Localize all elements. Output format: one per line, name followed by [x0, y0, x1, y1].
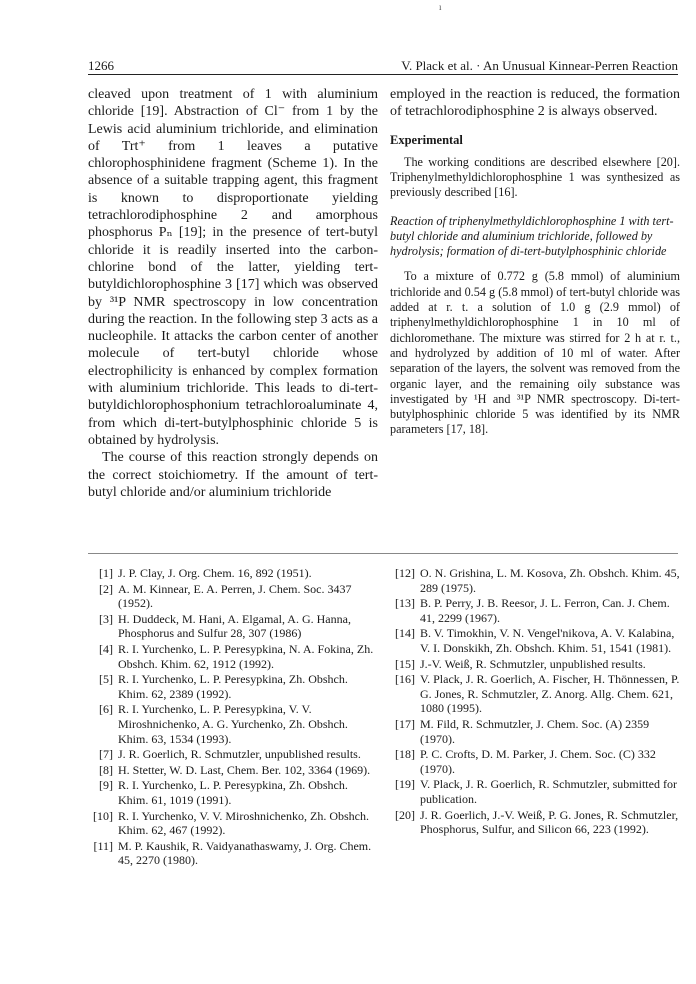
reference-item	[88, 612, 378, 641]
reference-item	[390, 626, 680, 655]
page-header	[88, 58, 678, 75]
reference-item	[390, 747, 680, 776]
reference-item	[390, 657, 680, 672]
reference-text: R. I. Yurchenko, V. V. Miroshnichenko, Zh. Obshch. Khim. 62, 467 (1992).	[118, 808, 369, 838]
running-title: V. Plack et al. · An Unusual Kinnear-Perren Reaction	[401, 58, 678, 73]
reference-item	[390, 672, 680, 716]
page-number: 1266	[88, 58, 114, 73]
reference-number: [11]	[93, 838, 113, 853]
reference-text: J. P. Clay, J. Org. Chem. 16, 892 (1951).	[118, 566, 312, 580]
experimental-paragraph-2: To a mixture of 0.772 g (5.8 mmol) of aluminium trichloride and 0.54 g (5.8 mmol) of tert-butyl chloride was added at r. t. a solution of 1.0 g (2.9 mmol) of triphenylmethyldichlorophosphine 1 in 10 ml of dichloromethane. The mixture was stirred for 2 h at r. t., and hydrolyzed by addition of 10 ml of water. After separation of the layers, the solvent was removed from the organic layer, and the remaining oily substance was investigated by ¹H and ³¹P NMR spectroscopy. Di-tert-butylphosphinic chloride 5 was identified by its NMR parameters [17, 18].	[390, 269, 680, 437]
reference-text: R. I. Yurchenko, L. P. Peresypkina, Zh. Obshch. Khim. 61, 1019 (1991).	[118, 778, 348, 807]
reference-number: [18]	[395, 747, 415, 762]
reference-text: M. P. Kaushik, R. Vaidyanathaswamy, J. Org. Chem. 45, 2270 (1980).	[118, 838, 372, 868]
reference-text: O. N. Grishina, L. M. Kosova, Zh. Obshch. Khim. 45, 289 (1975).	[420, 566, 680, 595]
reference-number: [19]	[395, 777, 415, 792]
reference-number: [4]	[99, 641, 113, 656]
reference-text: H. Stetter, W. D. Last, Chem. Ber. 102, 3364 (1969).	[118, 762, 371, 777]
reference-item	[88, 566, 378, 581]
reference-item	[390, 808, 680, 837]
reference-number: [16]	[395, 672, 415, 687]
reference-text: B. V. Timokhin, V. N. Vengel'nikova, A. V. Kalabina, V. I. Donskikh, Zh. Obshch. Khim. 51, 1541 (1981).	[420, 626, 675, 655]
reference-text: M. Fild, R. Schmutzler, J. Chem. Soc. (A) 2359 (1970).	[420, 716, 650, 746]
reference-text: V. Plack, J. R. Goerlich, R. Schmutzler, submitted for publication.	[420, 777, 677, 806]
reference-item	[390, 566, 680, 595]
references-right	[390, 566, 680, 838]
reference-number: [14]	[395, 626, 415, 641]
reference-number: [9]	[99, 778, 113, 793]
experimental-subheading: Reaction of triphenylmethyldichlorophosphine 1 with tert-butyl chloride and aluminium trichloride, followed by hydrolysis; formation of di-tert-butylphosphinic chloride	[390, 214, 674, 259]
reference-text: J.-V. Weiß, R. Schmutzler, unpublished results.	[420, 656, 646, 671]
reference-item	[88, 839, 378, 868]
reference-text: R. I. Yurchenko, L. P. Peresypkina, V. V. Miroshnichenko, A. G. Yurchenko, Zh. Obshch. Khim. 63, 1534 (1993).	[118, 702, 348, 746]
reference-number: [5]	[99, 672, 113, 687]
reference-text: H. Duddeck, M. Hani, A. Elgamal, A. G. Hanna, Phosphorus and Sulfur 28, 307 (1986)	[118, 611, 351, 641]
reference-number: [8]	[99, 762, 113, 777]
reference-item	[88, 702, 378, 746]
reference-text: R. I. Yurchenko, L. P. Peresypkina, N. A. Fokina, Zh. Obshch. Khim. 62, 1912 (1992).	[118, 641, 374, 671]
reference-text: J. R. Goerlich, J.-V. Weiß, P. G. Jones, R. Schmutzler, Phosphorus, Sulfur, and Silicon 66, 223 (1992).	[420, 807, 679, 837]
references-divider	[88, 553, 678, 554]
reference-text: B. P. Perry, J. B. Reesor, J. L. Ferron, Can. J. Chem. 41, 2299 (1967).	[420, 596, 670, 625]
reference-number: [15]	[395, 656, 415, 671]
reference-item	[88, 747, 378, 762]
reference-number: [3]	[99, 611, 113, 626]
section-heading-experimental: Experimental	[390, 132, 463, 147]
reference-item	[88, 642, 378, 671]
reference-number: [20]	[395, 807, 415, 822]
reference-number: [1]	[99, 566, 113, 580]
reference-text: A. M. Kinnear, E. A. Perren, J. Chem. Soc. 3437 (1952).	[118, 581, 352, 611]
reference-item	[88, 809, 378, 838]
reference-item	[390, 717, 680, 746]
reference-item	[390, 777, 680, 806]
reference-number: [13]	[395, 596, 415, 611]
reference-number: [2]	[99, 581, 113, 596]
reference-item	[390, 596, 680, 625]
reference-item	[88, 778, 378, 807]
left-column	[88, 86, 378, 501]
scan-mark: ı	[439, 2, 442, 12]
reference-item	[88, 672, 378, 701]
reference-number: [12]	[395, 566, 415, 580]
reference-item	[88, 582, 378, 611]
reference-number: [17]	[395, 716, 415, 731]
reference-text: P. C. Crofts, D. M. Parker, J. Chem. Soc. (C) 332 (1970).	[420, 747, 656, 776]
experimental-paragraph-1: The working conditions are described elsewhere [20]. Triphenylmethyldichlorophosphine 1 was synthesized as previously described [16].	[390, 154, 680, 200]
reference-number: [10]	[93, 808, 113, 823]
reference-number: [6]	[99, 702, 113, 717]
reference-number: [7]	[99, 747, 113, 762]
reference-text: R. I. Yurchenko, L. P. Peresypkina, Zh. Obshch. Khim. 62, 2389 (1992).	[118, 672, 348, 701]
reference-text: V. Plack, J. R. Goerlich, A. Fischer, H. Thönnessen, P. G. Jones, R. Schmutzler, Z. Anorg. Allg. Chem. 621, 1080 (1995).	[420, 672, 680, 716]
body-paragraph-1: cleaved upon treatment of 1 with aluminium chloride [19]. Abstraction of Cl⁻ from 1 by the Lewis acid aluminium trichloride, and elimination of Trt⁺ from 1 leaves a putative chlorophosphinidene fragment (Scheme 1). In the absence of a suitable trapping agent, this fragment is known to disproportionate yielding tetrachlorodiphosphine 2 and amorphous phosphorus Pₙ [19]; in the presence of tert-butyl chloride it is readily inserted into the carbon-chlorine bond of the latter, yielding tert-butyldichlorophosphine 3 [17] which was observed by ³¹P NMR spectroscopy in low concentration during the reaction. In the following step 3 acts as a nucleophile. It attacks the carbon center of another molecule of tert-butyl chloride whose electrophilicity is enhanced by complex formation with aluminium trichloride. This leads to di-tert-butyldichlorophosphonium tetrachloroaluminate 4, from which di-tert-butylphosphinic chloride 5 is obtained by hydrolysis.	[88, 87, 378, 448]
references-left	[88, 566, 378, 869]
body-paragraph-2: The course of this reaction strongly depends on the correct stoichiometry. If the amount of tert-butyl chloride and/or aluminium trichloride	[88, 450, 378, 500]
reference-item	[88, 763, 378, 778]
body-paragraph-3: employed in the reaction is reduced, the formation of tetrachlorodiphosphine 2 is always observed.	[390, 87, 680, 120]
reference-text: J. R. Goerlich, R. Schmutzler, unpublished results.	[118, 747, 361, 762]
right-column	[390, 86, 680, 438]
